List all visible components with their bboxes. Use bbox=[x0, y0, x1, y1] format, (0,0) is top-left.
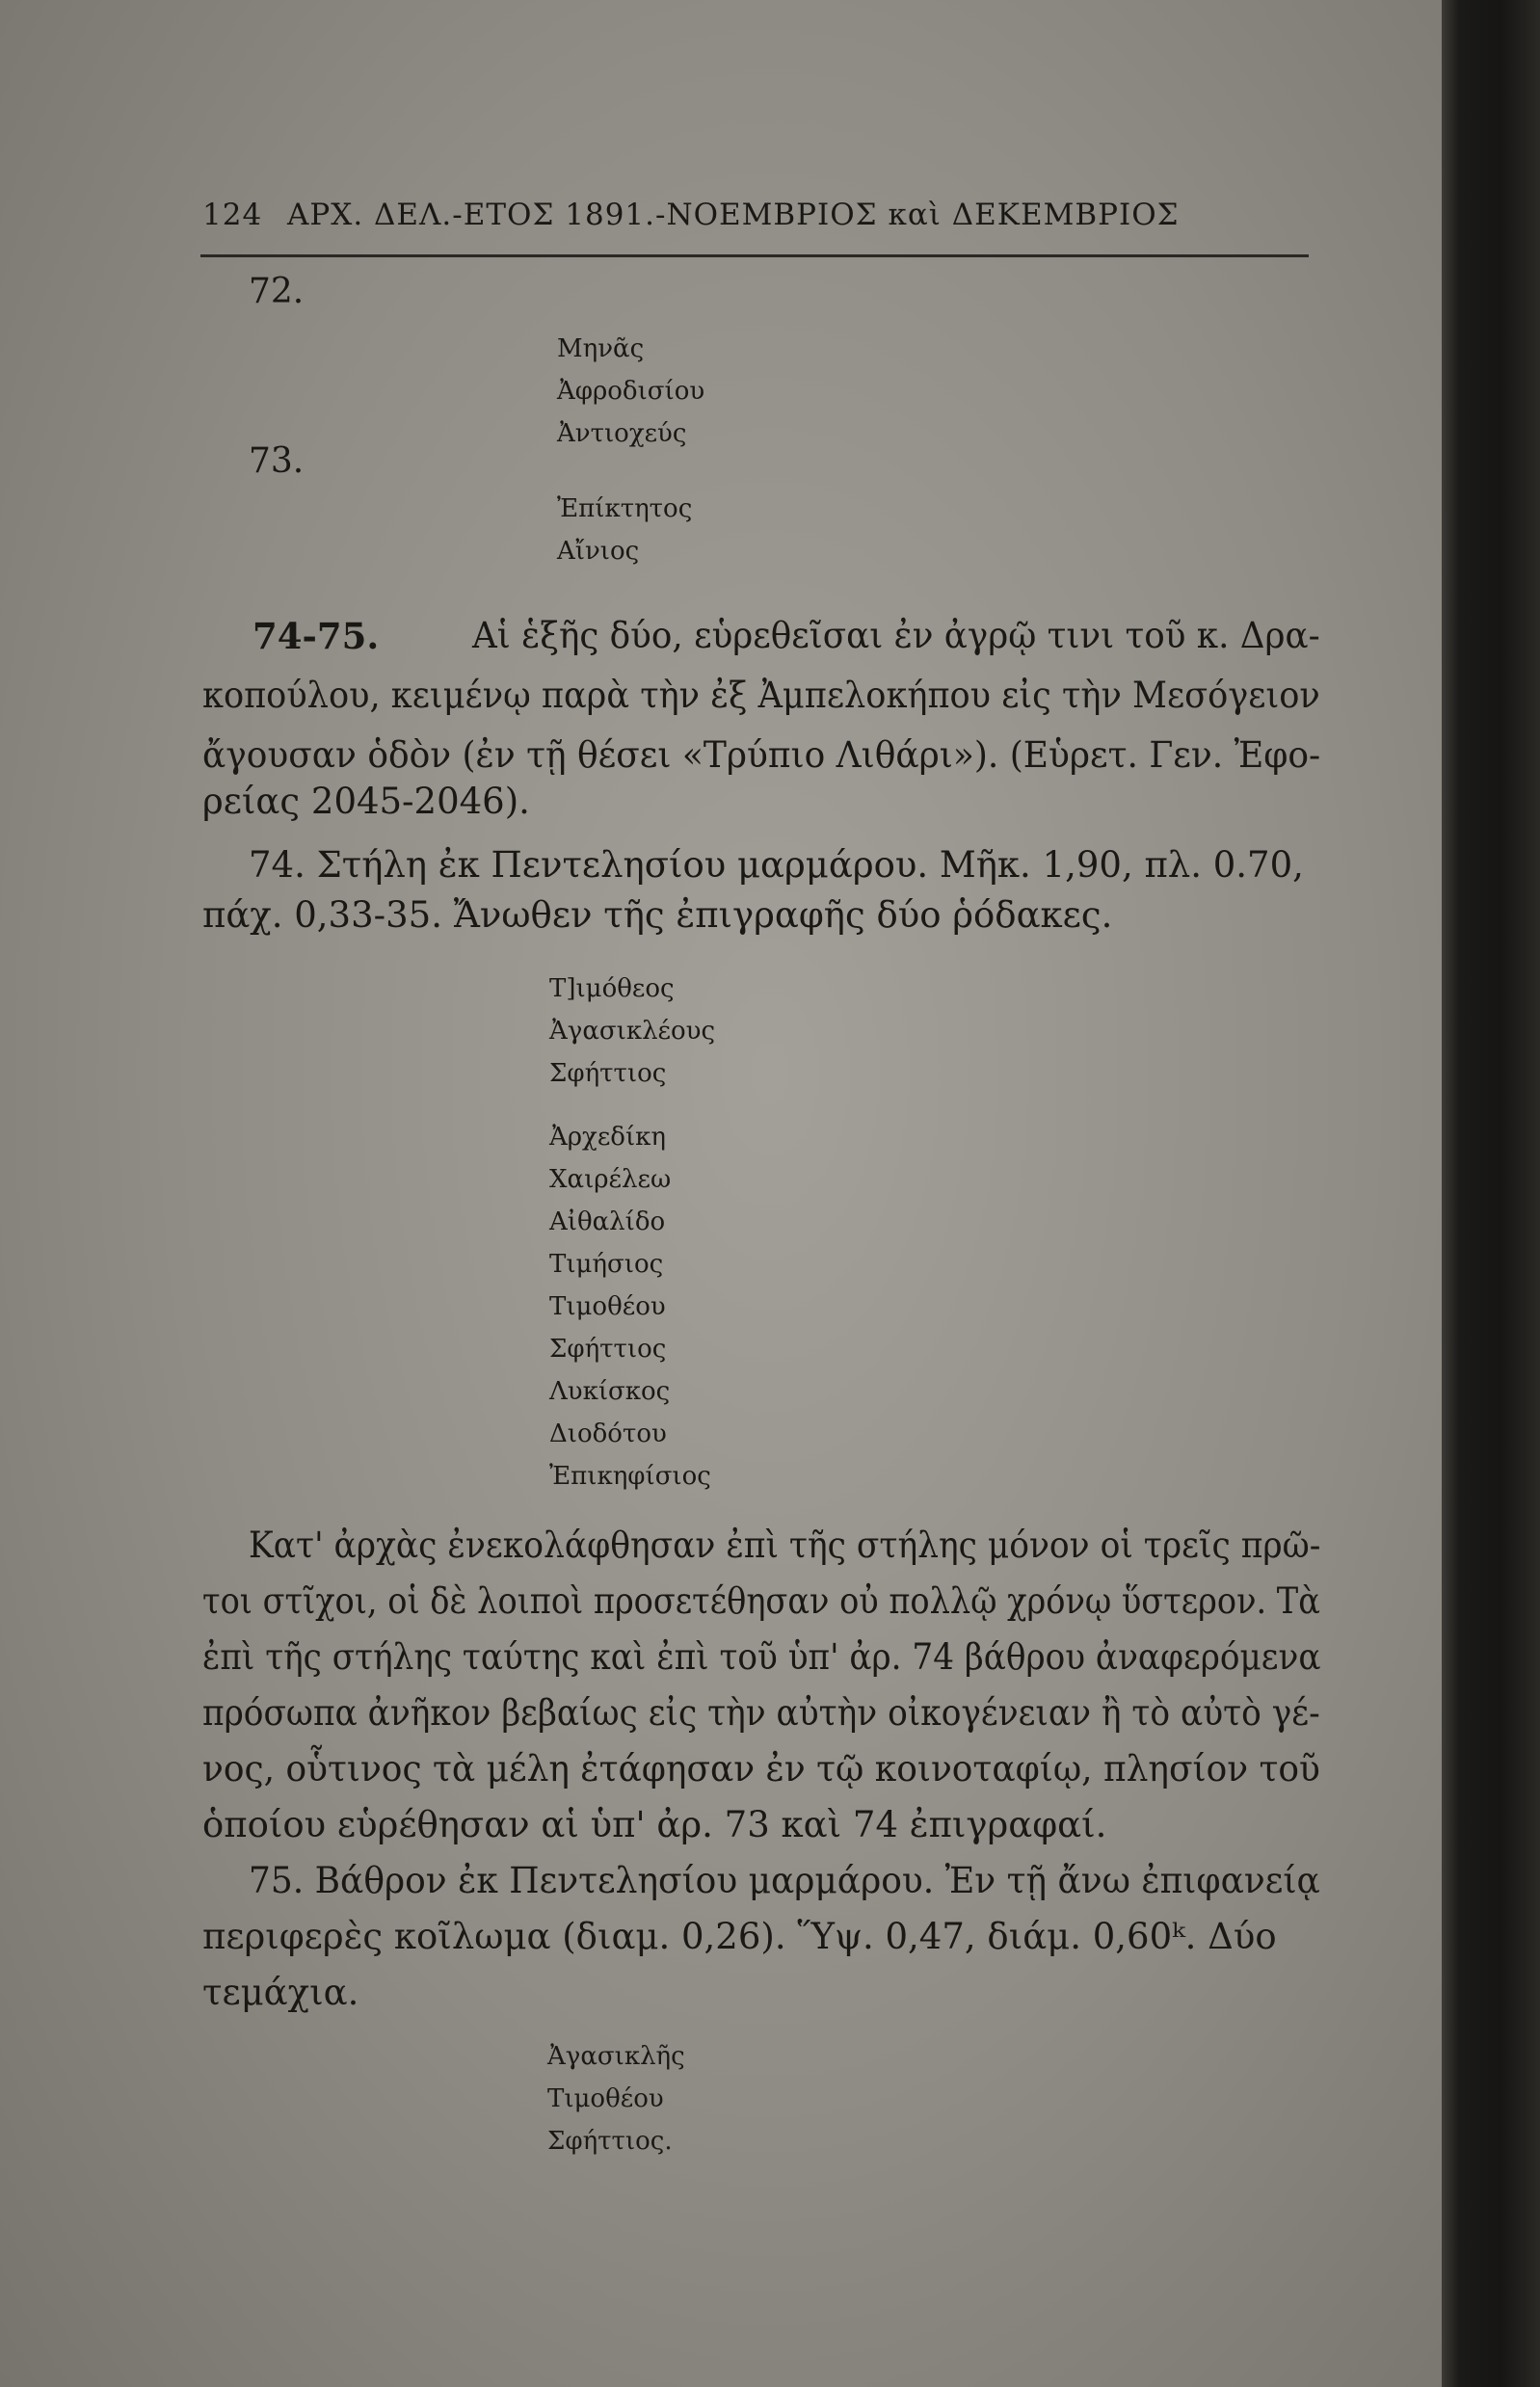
inscription-line: Ἐπίκτητος bbox=[557, 494, 693, 523]
entry-74-75-intro-line: ἄγουσαν ὁδὸν (ἐν τῇ θέσει «Τρύπιο Λιθάρι»). (Εὑρετ. Γεν. Ἐφο- bbox=[202, 734, 1321, 776]
entry-72-number: 72. bbox=[249, 272, 305, 311]
inscription-line: Αἰθαλίδο bbox=[549, 1207, 666, 1236]
entry-74-line: πάχ. 0,33-35. Ἄνωθεν τῆς ἐπιγραφῆς δύο ῥόδακες. bbox=[202, 894, 1113, 936]
inscription-line: Ἐπικηφίσιος bbox=[549, 1462, 711, 1491]
inscription-line: Ἀρχεδίκη bbox=[549, 1123, 666, 1152]
commentary-line: πρόσωπα ἀνῆκον βεβαίως εἰς τὴν αὐτὴν οἰκογένειαν ἢ τὸ αὐτὸ γέ- bbox=[202, 1692, 1320, 1734]
inscription-line: Τιμοθέου bbox=[547, 2084, 664, 2113]
entry-75-line: τεμάχια. bbox=[202, 1972, 359, 2013]
entry-75-line: 75. Βάθρον ἐκ Πεντελησίου μαρμάρου. Ἐν τῇ ἄνω ἐπιφανείᾳ bbox=[249, 1860, 1320, 1901]
book-spine-shadow bbox=[1442, 0, 1540, 2387]
entry-74-inscription-top bbox=[549, 968, 715, 1095]
entry-75-inscription bbox=[547, 2035, 685, 2162]
entry-74-line: 74. Στήλη ἐκ Πεντελησίου μαρμάρου. Μῆκ. 1,90, πλ. 0.70, bbox=[249, 844, 1304, 886]
entry-74-75-intro-line: Αἱ ἑξῆς δύο, εὑρεθεῖσαι ἐν ἀγρῷ τινι τοῦ κ. Δρα- bbox=[472, 615, 1320, 656]
inscription-line: Τ]ιμόθεος bbox=[549, 974, 675, 1003]
entry-75-line: περιφερὲς κοῖλωμα (διαμ. 0,26). Ὕψ. 0,47, διάμ. 0,60ᵏ. Δύο bbox=[202, 1916, 1277, 1957]
inscription-line: Ἀγασικλῆς bbox=[547, 2042, 685, 2071]
entry-73-number: 73. bbox=[249, 441, 305, 481]
entry-74-75-intro-line: ρείας 2045-2046). bbox=[202, 781, 530, 822]
entry-72-inscription bbox=[557, 328, 704, 455]
inscription-line: Διοδότου bbox=[549, 1419, 667, 1448]
inscription-line: Σφήττιος. bbox=[547, 2127, 673, 2156]
entry-74-75-number: 74-75. bbox=[252, 615, 380, 657]
inscription-line: Λυκίσκος bbox=[549, 1377, 671, 1406]
page-number: 124 bbox=[202, 198, 263, 232]
commentary-line: τοι στῖχοι, οἱ δὲ λοιποὶ προσετέθησαν οὐ πολλῷ χρόνῳ ὕστερον. Τὰ bbox=[202, 1580, 1320, 1622]
header-rule bbox=[200, 254, 1309, 257]
inscription-line: Τιμοθέου bbox=[549, 1292, 666, 1321]
running-title: ΑΡΧ. ΔΕΛ.-ΕΤΟΣ 1891.-ΝΟΕΜΒΡΙΟΣ καὶ ΔΕΚΕΜΒΡΙΟΣ bbox=[287, 198, 1180, 232]
inscription-line: Ἀντιοχεύς bbox=[557, 419, 687, 448]
inscription-line: Τιμήσιος bbox=[549, 1250, 664, 1279]
entry-74-inscription-bottom bbox=[549, 1116, 711, 1498]
inscription-line: Σφήττιος bbox=[549, 1059, 667, 1088]
inscription-line: Μηνᾶς bbox=[557, 334, 645, 363]
entry-73-inscription bbox=[557, 488, 692, 572]
entry-74-75-intro-line: κοπούλου, κειμένῳ παρὰ τὴν ἐξ Ἀμπελοκήπου εἰς τὴν Μεσόγειον bbox=[202, 675, 1320, 716]
commentary-line: ὁποίου εὑρέθησαν αἱ ὑπ' ἀρ. 73 καὶ 74 ἐπιγραφαί. bbox=[202, 1804, 1107, 1845]
inscription-line: Ἀγασικλέους bbox=[549, 1017, 716, 1046]
inscription-line: Χαιρέλεω bbox=[549, 1165, 672, 1194]
inscription-line: Ἀφροδισίου bbox=[557, 377, 705, 406]
inscription-line: Σφήττιος bbox=[549, 1335, 667, 1364]
commentary-line: ἐπὶ τῆς στήλης ταύτης καὶ ἐπὶ τοῦ ὑπ' ἀρ. 74 βάθρου ἀναφερόμενα bbox=[202, 1636, 1321, 1678]
commentary-line: νος, οὗτινος τὰ μέλη ἐτάφησαν ἐν τῷ κοινοταφίῳ, πλησίον τοῦ bbox=[202, 1748, 1320, 1790]
commentary-line: Κατ' ἀρχὰς ἐνεκολάφθησαν ἐπὶ τῆς στήλης μόνον οἱ τρεῖς πρῶ- bbox=[249, 1525, 1321, 1566]
inscription-line: Αἴνιος bbox=[557, 537, 640, 566]
